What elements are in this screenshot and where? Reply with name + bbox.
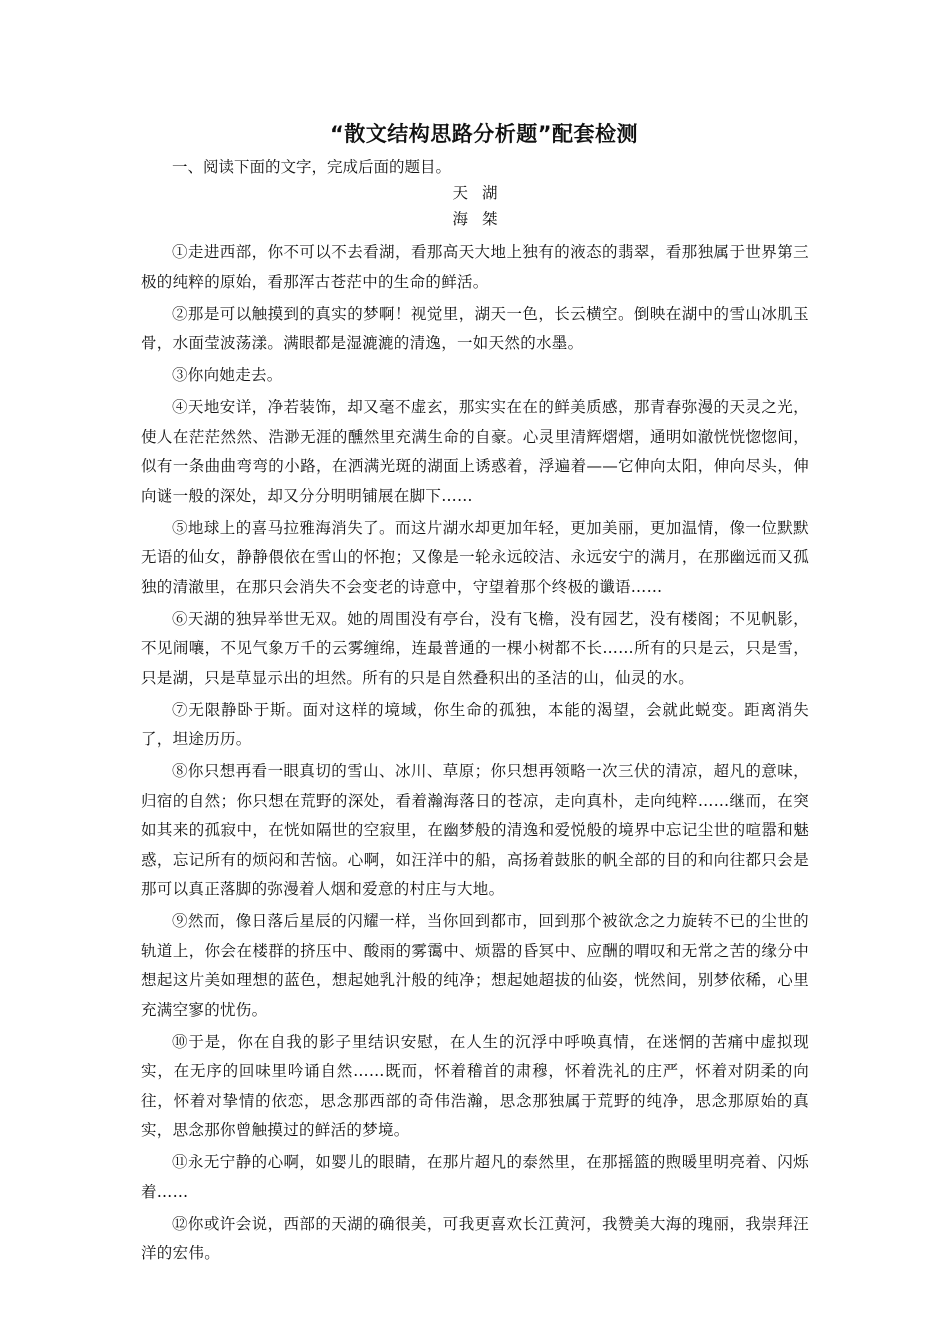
paragraph-12: ⑫你或许会说，西部的天湖的确很美，可我更喜欢长江黄河，我赞美大海的瑰丽，我崇拜汪洋的宏伟。 [141, 1214, 809, 1262]
paragraph-1: ①走进西部，你不可以不去看湖，看那高天大地上独有的液态的翡翠，看那独属于世界第三极的纯粹的原始，看那浑古苍茫中的生命的鲜活。 [141, 243, 809, 291]
paragraph-4: ④天地安详，净若装饰，却又毫不虚玄，那实实在在的鲜美质感，那青春弥漫的天灵之光，使人在茫茫然然、浩渺无涯的醺然里充满生命的自豪。心灵里清辉熠熠，通明如澈恍恍惚惚间，似有一条曲曲弯弯的小路，在洒满光斑的湖面上诱惑着，浮遍着——它伸向太阳，伸向尽头，伸向谜一般的深处，却又分分明明铺展在脚下…… [141, 398, 809, 505]
paragraph-3: ③你向她走去。 [172, 366, 283, 384]
paragraph-2: ②那是可以触摸到的真实的梦啊！视觉里，湖天一色，长云横空。倒映在湖中的雪山冰肌玉骨，水面莹波荡漾。满眼都是湿漉漉的清逸，一如天然的水墨。 [141, 304, 809, 352]
essay-title: 天湖 [452, 184, 512, 202]
question-instruction: 一、阅读下面的文字，完成后面的题目。 [172, 158, 452, 176]
paragraph-7: ⑦无限静卧于斯。面对这样的境域，你生命的孤独，本能的渴望，会就此蜕变。距离消失了，坦途历历。 [141, 700, 809, 748]
paragraph-8: ⑧你只想再看一眼真切的雪山、冰川、草原；你只想再领略一次三伏的清凉，超凡的意味，归宿的自然；你只想在荒野的深处，看着瀚海落日的苍凉，走向真朴，走向纯粹……继而，在突如其来的孤寂中，在恍如隔世的空寂里，在幽梦般的清逸和爱悦般的境界中忘记尘世的喧嚣和魅惑，忘记所有的烦闷和苦恼。心啊，如汪洋中的船，高扬着鼓胀的帆全部的目的和向往都只会是那可以真正落脚的弥漫着人烟和爱意的村庄与大地。 [141, 762, 809, 898]
paragraph-6: ⑥天湖的独异举世无双。她的周围没有亭台，没有飞檐，没有园艺，没有楼阁；不见帆影，不见闹嚷，不见气象万千的云雾缠绵，连最普通的一棵小树都不长……所有的只是云，只是雪，只是湖，只是草显示出的坦然。所有的只是自然叠积出的圣洁的山，仙灵的水。 [141, 609, 809, 687]
document-page [141, 118, 809, 1271]
paragraph-11: ⑪永无宁静的心啊，如婴儿的眼睛，在那片超凡的泰然里，在那摇篮的煦暖里明亮着、闪烁着…… [141, 1153, 809, 1201]
paragraph-10: ⑩于是，你在自我的影子里结识安慰，在人生的沉浮中呼唤真情，在迷惘的苦痛中虚拟现实，在无序的回味里吟诵自然……既而，怀着稽首的肃穆，怀着洗礼的庄严，怀着对阴柔的向往，怀着对挚情的依恋，思念那西部的奇伟浩瀚，思念那独属于荒野的纯净，思念那原始的真实，思念那你曾触摸过的鲜活的梦境。 [141, 1032, 809, 1139]
essay-author: 海桀 [452, 210, 512, 228]
paragraph-9: ⑨然而，像日落后星辰的闪耀一样，当你回到都市，回到那个被欲念之力旋转不已的尘世的轨道上，你会在楼群的挤压中、酸雨的雾霭中、烦嚣的昏冥中、应酬的喟叹和无常之苦的缘分中想起这片美如理想的蓝色，想起她乳汁般的纯净；想起她超拔的仙姿，恍然间，别梦依稀，心里充满空寥的忧伤。 [141, 912, 809, 1019]
paragraph-5: ⑤地球上的喜马拉雅海消失了。而这片湖水却更加年轻，更加美丽，更加温情，像一位默默无语的仙女，静静偎依在雪山的怀抱；又像是一轮永远皎洁、永远安宁的满月，在那幽远而又孤独的清澈里，在那只会消失不会变老的诗意中，守望着那个终极的谶语…… [141, 518, 809, 596]
document-title: “散文结构思路分析题”配套检测 [329, 122, 639, 146]
